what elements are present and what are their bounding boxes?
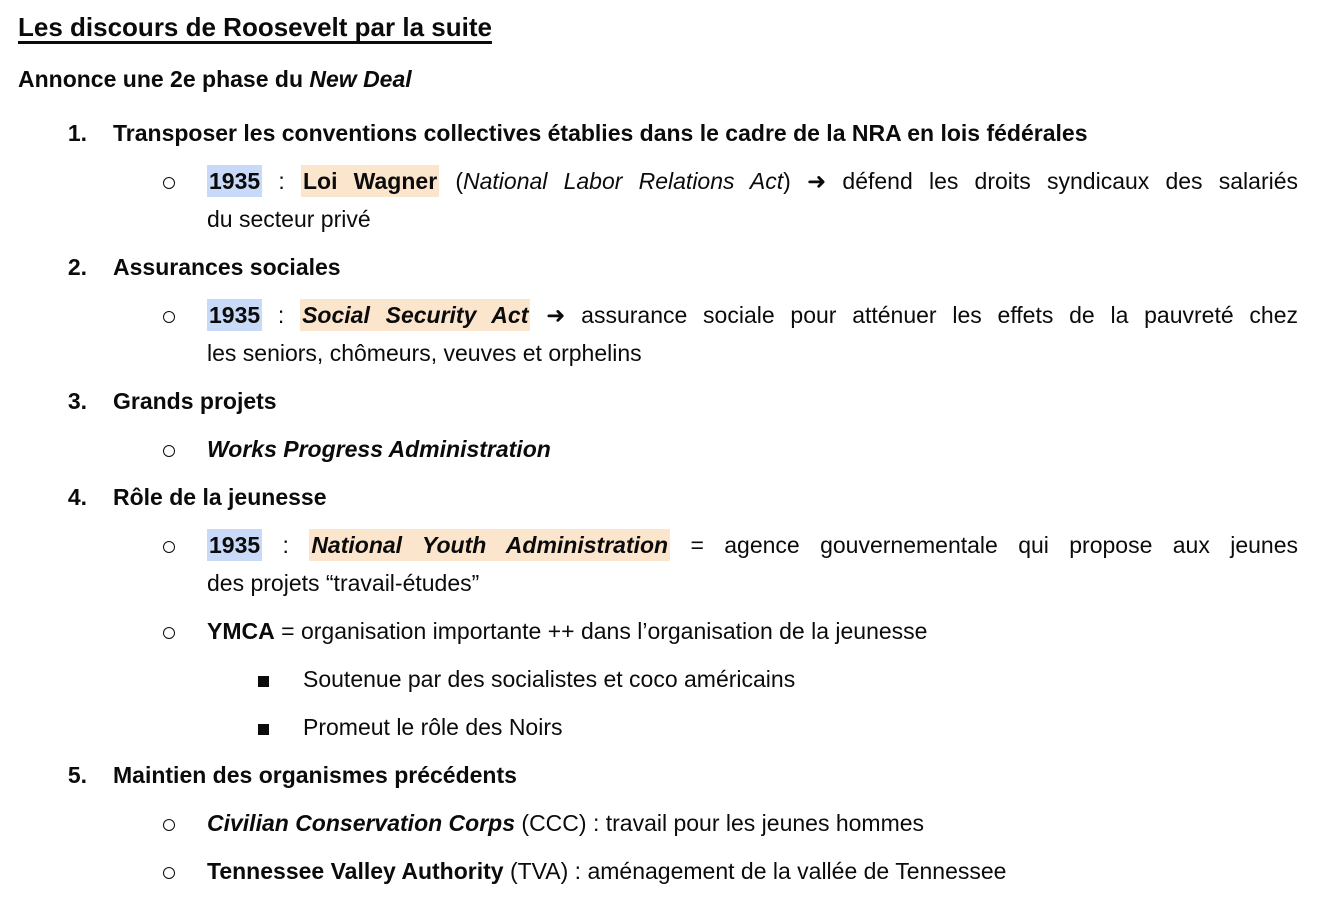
bullet-item bbox=[163, 612, 1298, 650]
text-run: Annonce une 2e phase du bbox=[18, 66, 310, 92]
bullet-text bbox=[207, 612, 1298, 650]
text-run: Works Progress Administration bbox=[207, 436, 551, 462]
bullet-marker-cell bbox=[163, 430, 207, 468]
list-number: 2. bbox=[67, 254, 87, 280]
text-run: = organisation importante ++ dans l’organisation de la jeunesse bbox=[274, 618, 928, 644]
text-run: du secteur privé bbox=[207, 206, 371, 232]
text-run: Soutenue par des socialistes et coco américains bbox=[303, 666, 796, 692]
bullet-item bbox=[258, 708, 1298, 746]
text-line bbox=[207, 564, 1298, 602]
circle-bullet-icon bbox=[163, 867, 175, 879]
text-line bbox=[207, 430, 1298, 468]
text-line bbox=[207, 804, 1298, 842]
bullet-item bbox=[163, 526, 1298, 602]
bullet-item bbox=[163, 804, 1298, 842]
text-run: = agence gouvernementale qui propose aux jeunes bbox=[670, 532, 1298, 558]
text-run: National Labor Relations Act bbox=[463, 168, 784, 194]
subtitle bbox=[18, 64, 1298, 94]
numbered-item-1 bbox=[18, 114, 1298, 152]
highlighted-text: National Youth Administration bbox=[309, 529, 670, 561]
page-title: Les discours de Roosevelt par la suite bbox=[18, 12, 492, 42]
square-bullet-icon bbox=[258, 724, 269, 735]
text-line bbox=[303, 708, 1298, 746]
list-heading: Transposer les conventions collectives établies dans le cadre de la NRA en lois fédérales bbox=[113, 120, 1088, 146]
bullet-item bbox=[163, 852, 1298, 890]
highlighted-text: Social Security Act bbox=[300, 299, 530, 331]
bullet-marker-cell bbox=[163, 804, 207, 842]
text-run: ➜ assurance sociale pour atténuer les effets de la pauvreté chez bbox=[530, 302, 1298, 328]
text-run: : bbox=[262, 302, 301, 328]
bullet-marker-cell bbox=[163, 526, 207, 602]
text-run: ( bbox=[439, 168, 464, 194]
bullet-text bbox=[207, 852, 1298, 890]
bullet-text bbox=[207, 430, 1298, 468]
list-heading: Grands projets bbox=[113, 388, 277, 414]
highlighted-text: 1935 bbox=[207, 529, 262, 561]
circle-bullet-icon bbox=[163, 311, 175, 323]
bullet-marker-cell bbox=[163, 296, 207, 372]
highlighted-text: 1935 bbox=[207, 299, 262, 331]
bullet-text bbox=[303, 708, 1298, 746]
bullet-text bbox=[207, 296, 1298, 372]
text-run: : bbox=[262, 168, 301, 194]
list-number: 4. bbox=[67, 484, 87, 510]
bullet-text bbox=[207, 526, 1298, 602]
list-number: 1. bbox=[67, 120, 87, 146]
text-run: New Deal bbox=[309, 66, 412, 92]
list-number: 5. bbox=[67, 762, 87, 788]
highlighted-text: Loi Wagner bbox=[301, 165, 439, 197]
text-run: Tennessee Valley Authority bbox=[207, 858, 504, 884]
text-line bbox=[207, 612, 1298, 650]
text-run: ) ➜ défend les droits syndicaux des salariés bbox=[783, 168, 1299, 194]
bullet-marker-cell bbox=[163, 852, 207, 890]
bullet-text bbox=[303, 660, 1298, 698]
numbered-item-3 bbox=[18, 382, 1298, 420]
bullet-text bbox=[207, 804, 1298, 842]
circle-bullet-icon bbox=[163, 541, 175, 553]
circle-bullet-icon bbox=[163, 445, 175, 457]
outline-list bbox=[18, 114, 1298, 890]
text-line bbox=[207, 334, 1298, 372]
text-run: les seniors, chômeurs, veuves et orphelins bbox=[207, 340, 642, 366]
text-run: des projets “travail-études” bbox=[207, 570, 480, 596]
numbered-item-2 bbox=[18, 248, 1298, 286]
list-number: 3. bbox=[67, 388, 87, 414]
square-bullet-icon bbox=[258, 676, 269, 687]
bullet-text bbox=[207, 162, 1298, 238]
text-line bbox=[207, 526, 1298, 564]
bullet-item bbox=[163, 162, 1298, 238]
text-line bbox=[207, 296, 1298, 334]
highlighted-text: 1935 bbox=[207, 165, 262, 197]
list-heading: Maintien des organismes précédents bbox=[113, 762, 517, 788]
text-run: Civilian Conservation Corps bbox=[207, 810, 516, 836]
bullet-marker-cell bbox=[163, 162, 207, 238]
bullet-item bbox=[163, 430, 1298, 468]
circle-bullet-icon bbox=[163, 177, 175, 189]
text-run: (CCC) : travail pour les jeunes hommes bbox=[515, 810, 925, 836]
list-heading: Assurances sociales bbox=[113, 254, 341, 280]
bullet-marker-cell bbox=[258, 708, 303, 746]
text-line bbox=[207, 852, 1298, 890]
numbered-item-5 bbox=[18, 756, 1298, 794]
circle-bullet-icon bbox=[163, 819, 175, 831]
text-line bbox=[207, 162, 1298, 200]
text-run: (TVA) : aménagement de la vallée de Tennessee bbox=[503, 858, 1007, 884]
list-heading: Rôle de la jeunesse bbox=[113, 484, 327, 510]
text-run: YMCA bbox=[207, 618, 275, 644]
circle-bullet-icon bbox=[163, 627, 175, 639]
bullet-marker-cell bbox=[258, 660, 303, 698]
text-line bbox=[303, 660, 1298, 698]
text-run: Promeut le rôle des Noirs bbox=[303, 714, 563, 740]
bullet-item bbox=[163, 296, 1298, 372]
bullet-item bbox=[258, 660, 1298, 698]
numbered-item-4 bbox=[18, 478, 1298, 516]
text-run: : bbox=[262, 532, 310, 558]
text-line bbox=[207, 200, 1298, 238]
bullet-marker-cell bbox=[163, 612, 207, 650]
